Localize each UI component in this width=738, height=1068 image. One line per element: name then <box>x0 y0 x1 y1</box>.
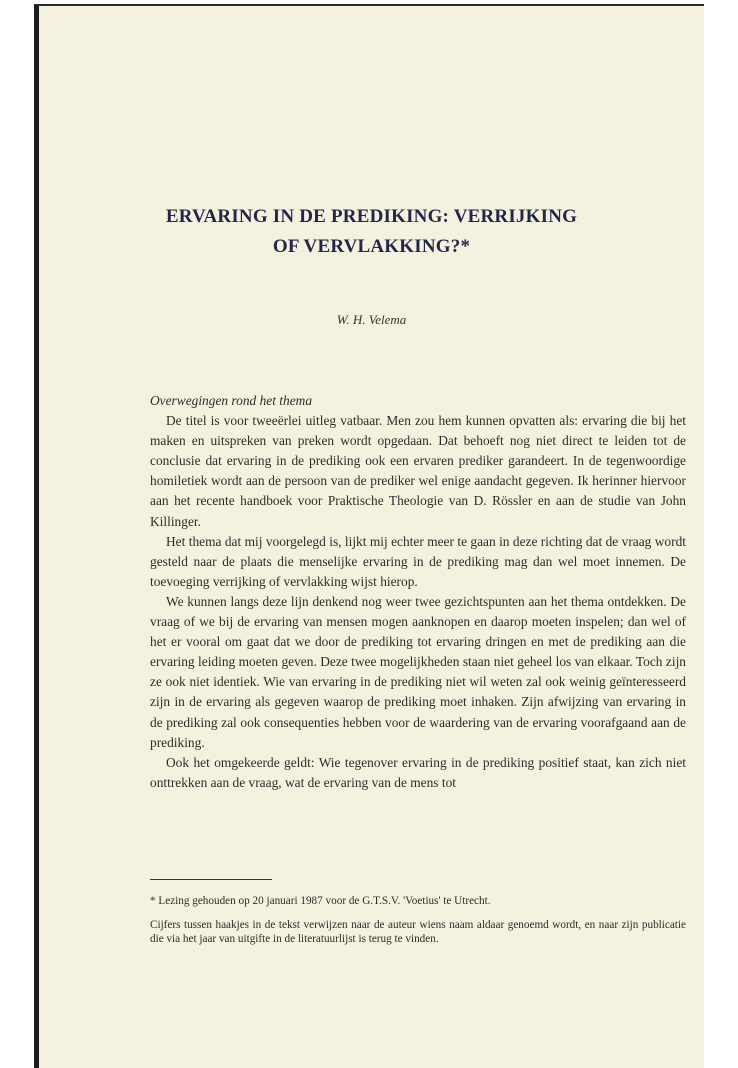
document-page <box>34 4 704 1068</box>
footnotes <box>150 894 686 956</box>
footnote-lecture: * Lezing gehouden op 20 januari 1987 voor de G.T.S.V. 'Voetius' te Utrecht. <box>150 895 491 907</box>
article-body <box>150 391 686 793</box>
title-line-1: ERVARING IN DE PREDIKING: VERRIJKING <box>165 206 578 227</box>
article-author: W. H. Velema <box>336 312 407 327</box>
footnote-citations: Cijfers tussen haakjes in de tekst verwijzen naar de auteur wiens naam aldaar genoemd wordt, en naar zijn publicatie die via het jaar van uitgifte in de literatuurlijst is terug te vinden. <box>150 919 686 945</box>
paragraph-2: Het thema dat mij voorgelegd is, lijkt mij echter meer te gaan in deze richting dat de vraag wordt gesteld naar de plaats die menselijke ervaring in de prediking mag dan wel moet innemen. De toevoeging verrijking of vervlakking wijst hierop. <box>150 533 686 589</box>
paragraph-3: We kunnen langs deze lijn denkend nog weer twee gezichtspunten aan het thema ontdekken. De vraag of we bij de ervaring van mensen mogen aanknopen en daarop moeten inspelen; dan wel of het er vooral om gaat dat we door de prediking tot ervaring dringen en met de prediking aan die ervaring leiding moeten geven. Deze twee mogelijkheden staan niet geheel los van elkaar. Toch zijn ze ook niet identiek. Wie van ervaring in de prediking niet wil weten zal ook weinig geïnteresseerd zijn in de ervaring als gegeven waarop de prediking moet inhaken. Zijn afwijzing van ervaring in de prediking zal ook consequenties hebben voor de waardering van de ervaring voorafgaand aan de prediking. <box>150 593 686 750</box>
paragraph-1: De titel is voor tweeërlei uitleg vatbaar. Men zou hem kunnen opvatten als: ervaring die bij het maken en uitspreken van preken wordt opgedaan. Dat behoeft nog niet direct te leiden tot de conclusie dat ervaring in de prediking ook een ervaren prediker garandeert. In de tegenwoordige homiletiek wordt aan de persoon van de prediker wel enige aandacht gegeven. Ik herinner hiervoor aan het recente handboek voor Praktische Theologie van D. Rössler en aan de studie van John Killinger. <box>150 413 686 529</box>
paragraph-4: Ook het omgekeerde geldt: Wie tegenover ervaring in de prediking positief staat, kan zich niet onttrekken aan de vraag, wat de ervaring van de mens tot <box>150 754 686 790</box>
footnote-divider <box>150 879 272 880</box>
title-line-2: OF VERVLAKKING?* <box>272 236 471 257</box>
section-heading: Overwegingen rond het thema <box>150 393 313 408</box>
article-title <box>39 202 704 262</box>
